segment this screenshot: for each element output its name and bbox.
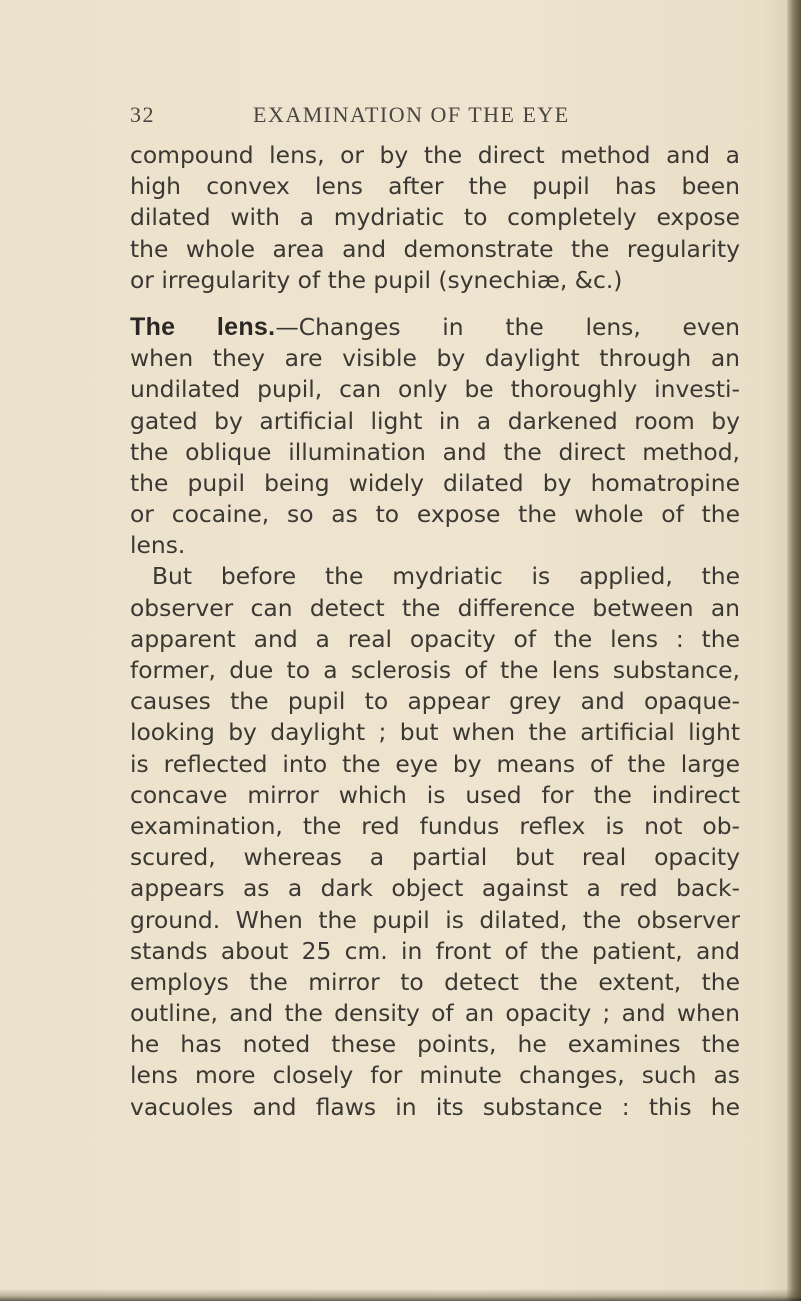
text-line: looking by daylight ; but when the artificial light [130, 718, 740, 747]
text-line: the pupil being widely dilated by homatropine [130, 468, 740, 497]
page-number: 32 [130, 102, 155, 127]
paragraph-gap [130, 296, 740, 312]
text-line: high convex lens after the pupil has been [130, 172, 740, 201]
text-line: apparent and a real opacity of the lens : the [130, 624, 740, 653]
text-line: he has noted these points, he examines the [130, 1030, 740, 1059]
text-line: scured, whereas a partial but real opacity [130, 843, 740, 872]
text-line: gated by artificial light in a darkened room by [130, 406, 740, 435]
text-line: examination, the red fundus reflex is not ob- [130, 811, 740, 840]
text-line: But before the mydriatic is applied, the [152, 562, 740, 591]
section-first-line [130, 312, 740, 343]
text-line: stands about 25 cm. in front of the patient, and [130, 936, 740, 965]
text-line: dilated with a mydriatic to completely expose [130, 203, 740, 232]
text-line: employs the mirror to detect the extent, the [130, 967, 740, 996]
page-edge-shadow [787, 0, 801, 1301]
text-line: or irregularity of the pupil (synechiæ, &c.) [130, 265, 623, 294]
text-line: lens more closely for minute changes, such as [130, 1061, 740, 1090]
text-line: the whole area and demonstrate the regularity [130, 234, 740, 263]
running-head [130, 102, 730, 136]
text-line: outline, and the density of an opacity ; and when [130, 999, 740, 1028]
text-line: or cocaine, so as to expose the whole of the [130, 500, 740, 529]
text-line: when they are visible by daylight through an [130, 344, 740, 373]
page-bottom-shadow [0, 1289, 801, 1301]
text-line: appears as a dark object against a red back- [130, 874, 740, 903]
text-line: causes the pupil to appear grey and opaque- [130, 687, 740, 716]
text-line: ground. When the pupil is dilated, the observer [130, 905, 740, 934]
text-line: compound lens, or by the direct method and a [130, 141, 740, 169]
text-line: former, due to a sclerosis of the lens substance, [130, 656, 740, 684]
body-text [130, 140, 740, 1123]
section-heading: The lens. [130, 312, 276, 341]
text-line: the oblique illumination and the direct method, [130, 437, 740, 466]
text-line: observer can detect the difference between an [130, 593, 740, 622]
text-line: concave mirror which is used for the indirect [130, 780, 740, 809]
text-line: lens. [130, 531, 186, 560]
section-first-line-text: —Changes in the lens, even [275, 312, 740, 341]
running-head-title: EXAMINATION OF THE EYE [253, 102, 570, 127]
text-line: vacuoles and flaws in its substance : this he [130, 1092, 740, 1121]
text-line: is reflected into the eye by means of the large [130, 749, 740, 778]
text-line: undilated pupil, can only be thoroughly investi- [130, 375, 740, 404]
